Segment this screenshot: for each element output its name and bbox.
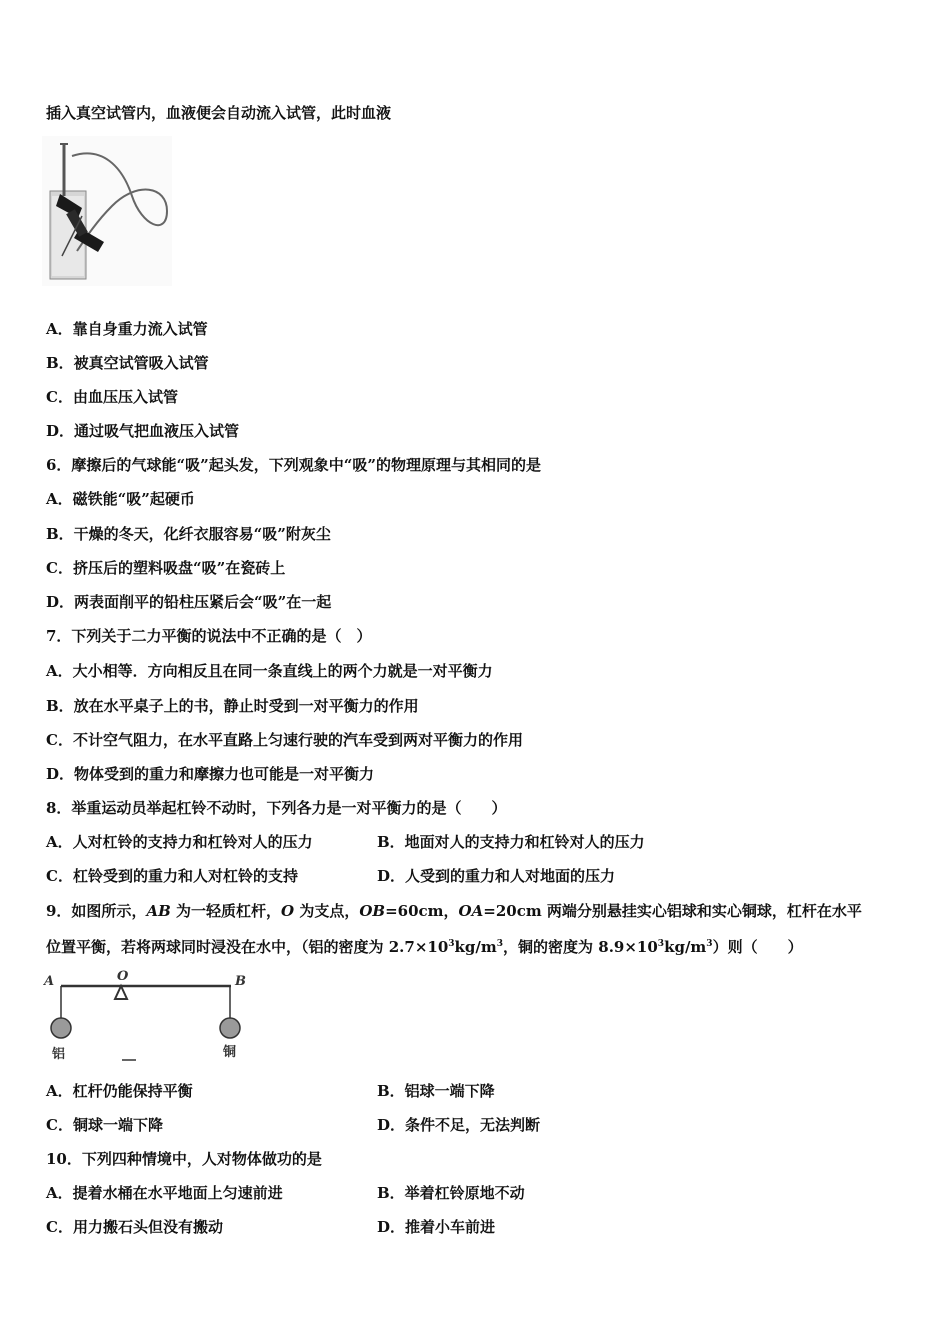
q9-option-a: A．杠杆仍能保持平衡 — [46, 1082, 193, 1100]
fulcrum-triangle — [115, 986, 127, 999]
q8-stem: 8．举重运动员举起杠铃不动时，下列各力是一对平衡力的是（ ） — [46, 799, 507, 817]
q7-option-a: A．大小相等．方向相反且在同一条直线上的两个力就是一对平衡力 — [46, 662, 493, 680]
copper-ball — [220, 1018, 240, 1038]
q7-option-b: B．放在水平桌子上的书，静止时受到一对平衡力的作用 — [46, 697, 419, 715]
q10-option-a: A．提着水桶在水平地面上匀速前进 — [46, 1184, 283, 1202]
q10-stem: 10．下列四种情境中，人对物体做功的是 — [46, 1150, 322, 1168]
q6-option-b: B．干燥的冬天，化纤衣服容易“吸”附灰尘 — [46, 525, 331, 543]
q8-option-d: D．人受到的重力和人对地面的压力 — [377, 867, 616, 885]
intro-text: 插入真空试管内，血液便会自动流入试管，此时血液 — [46, 104, 392, 122]
q5-option-a: A．靠自身重力流入试管 — [46, 320, 208, 338]
q5-option-d: D．通过吸气把血液压入试管 — [46, 422, 240, 440]
q8-option-b: B．地面对人的支持力和杠铃对人的压力 — [377, 833, 645, 851]
q10-option-b: B．举着杠铃原地不动 — [377, 1184, 525, 1202]
q8-option-a: A．人对杠铃的支持力和杠铃对人的压力 — [46, 833, 313, 851]
q6-option-d: D．两表面削平的铅柱压紧后会“吸”在一起 — [46, 593, 332, 611]
q7-option-c: C．不计空气阻力，在水平直路上匀速行驶的汽车受到两对平衡力的作用 — [46, 731, 523, 749]
blood-collection-tube-figure — [42, 136, 172, 286]
q8-option-c: C．杠铃受到的重力和人对杠铃的支持 — [46, 867, 298, 885]
q5-option-b: B．被真空试管吸入试管 — [46, 354, 209, 372]
lever-figure — [40, 968, 250, 1068]
q10-option-d: D．推着小车前进 — [377, 1218, 496, 1236]
q6-option-c: C．挤压后的塑料吸盘“吸”在瓷砖上 — [46, 559, 286, 577]
label-copper: 铜 — [223, 1045, 237, 1060]
q6-stem: 6．摩擦后的气球能“吸”起头发，下列观象中“吸”的物理原理与其相同的是 — [46, 456, 541, 474]
q9-option-d: D．条件不足，无法判断 — [377, 1116, 541, 1134]
q6-option-a: A．磁铁能“吸”起硬币 — [46, 490, 195, 508]
q5-option-c: C．由血压压入试管 — [46, 388, 178, 406]
q9-option-b: B．铝球一端下降 — [377, 1082, 495, 1100]
q9-stem-line2: 位置平衡，若将两球同时浸没在水中，（铝的密度为 $2.7\times 10^3kg/m^3$，铜的密度为 $8.9\times 10^3kg/m^3$）则（ ） — [46, 938, 803, 956]
q9-option-c: C．铜球一端下降 — [46, 1116, 163, 1134]
label-b: B — [235, 974, 246, 989]
label-o: O — [117, 969, 129, 984]
q10-option-c: C．用力搬石头但没有搬动 — [46, 1218, 223, 1236]
q7-stem: 7．下列关于二力平衡的说法中不正确的是（ ） — [46, 627, 372, 645]
q7-option-d: D．物体受到的重力和摩擦力也可能是一对平衡力 — [46, 765, 375, 783]
aluminum-ball — [51, 1018, 71, 1038]
label-a: A — [44, 974, 55, 989]
q9-stem-line1: 9．如图所示，AB 为一轻质杠杆，O 为支点，OB=60cm，OA=20cm 两端分别悬挂实心铝球和实心铜球，杠杆在水平 — [46, 902, 862, 920]
label-aluminum: 铝 — [52, 1047, 66, 1062]
